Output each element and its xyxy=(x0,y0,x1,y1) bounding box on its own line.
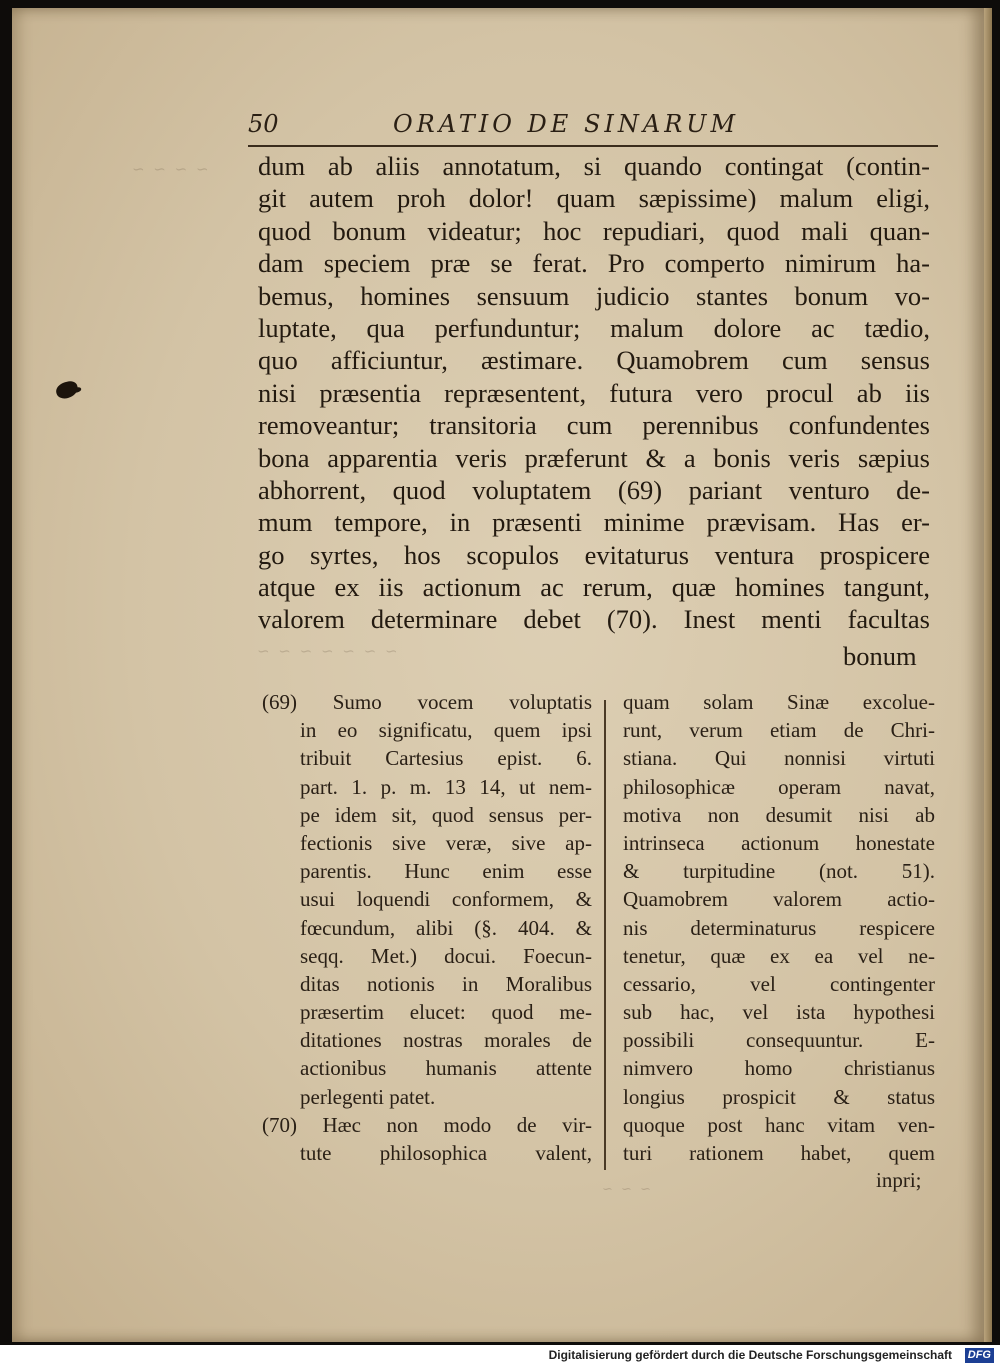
footnote-line: præsertim elucet: quod me- xyxy=(300,1000,592,1025)
footnote-line: part. 1. p. m. 13 14, ut nem- xyxy=(300,774,592,799)
footer-credit: Digitalisierung gefördert durch die Deutsche Forschungsgemeinschaft xyxy=(548,1348,952,1362)
footnote-line: & turpitudine (not. 51). xyxy=(623,859,935,884)
footnote-line: ditas notionis in Moralibus xyxy=(300,971,592,996)
footnote-line: possibili consequuntur. E- xyxy=(623,1028,935,1053)
footnote-line: Quamobrem valorem actio- xyxy=(623,887,935,912)
footnote-line: longius prospicit & status xyxy=(623,1084,935,1109)
dfg-logo-icon: DFG xyxy=(965,1348,994,1363)
text-line: mum tempore, in præsenti minime prævisam. Has er- xyxy=(258,507,930,538)
text-line: atque ex iis actionum ac rerum, quæ homines tangunt, xyxy=(258,572,930,603)
footnote-line: turi rationem habet, quem xyxy=(623,1141,935,1165)
catchword: bonum xyxy=(843,641,917,671)
footnote-line: perlegenti patet. xyxy=(300,1084,436,1109)
text-line: abhorrent, quod voluptatem (69) pariant venturo de- xyxy=(258,474,930,505)
footnotes-left-column xyxy=(262,688,592,1167)
page-edge xyxy=(984,8,992,1342)
footnote-line: actionibus humanis attente xyxy=(300,1056,592,1081)
footnote-line: parentis. Hunc enim esse xyxy=(300,859,592,884)
footnote-line: usui loquendi conformem, & xyxy=(300,887,592,912)
show-through-text: ~ ~ ~ xyxy=(600,1182,651,1197)
footnote-line: quam solam Sinæ excolue- xyxy=(623,690,935,714)
footnote-catchword: inpri; xyxy=(876,1168,922,1192)
footnote-line: fectionis sive veræ, sive ap- xyxy=(300,830,592,855)
show-through-text: ~ ~ ~ ~ ~ ~ ~ xyxy=(255,642,398,660)
footnote-line: ditationes nostras morales de xyxy=(300,1028,592,1053)
footnote-line: tenetur, quæ ex ea vel ne- xyxy=(623,943,935,968)
running-title: ORATIO DE SINARUM xyxy=(393,110,740,138)
text-line: removeantur; transitoria cum perennibus confundentes xyxy=(258,410,930,441)
text-line: valorem determinare debet (70). Inest menti facultas xyxy=(258,604,930,635)
footnote-line: quoque post hanc vitam ven- xyxy=(623,1112,935,1137)
text-line: quod bonum videatur; hoc repudiari, quod mali quan- xyxy=(258,215,930,246)
show-through-text: ~ ~ ~ ~ xyxy=(130,160,209,178)
footnote-line: sub hac, vel ista hypothesi xyxy=(623,1000,935,1025)
footnote-line: (70) Hæc non modo de vir- xyxy=(262,1112,592,1137)
footnote-line: nis determinaturus respicere xyxy=(623,915,935,940)
footnote-line: pe idem sit, quod sensus per- xyxy=(300,802,592,827)
footnote-line: runt, verum etiam de Chri- xyxy=(623,718,935,743)
main-text xyxy=(258,150,930,636)
footnote-line: tute philosophica valent, xyxy=(300,1141,592,1165)
text-line: go syrtes, hos scopulos evitaturus ventura prospicere xyxy=(258,539,930,570)
footnote-line: philosophicæ operam navat, xyxy=(623,774,935,799)
column-divider xyxy=(604,700,606,1170)
footnote-line: fœcundum, alibi (§. 404. & xyxy=(300,915,592,940)
footnote-line: cessario, vel contingenter xyxy=(623,971,935,996)
text-line: luptate, qua perfunduntur; malum dolore ac tædio, xyxy=(258,312,930,343)
footnote-line: in eo significatu, quem ipsi xyxy=(300,718,592,743)
digitization-footer xyxy=(0,1345,1000,1367)
footnote-line: seqq. Met.) docui. Foecun- xyxy=(300,943,592,968)
text-line: git autem proh dolor! quam sæpissime) malum eligi, xyxy=(258,183,930,214)
text-line: dum ab aliis annotatum, si quando contingat (contin- xyxy=(258,151,930,181)
text-line: nisi præsentia repræsentent, futura vero procul ab iis xyxy=(258,377,930,408)
footnote-line: tribuit Cartesius epist. 6. xyxy=(300,746,592,771)
footnote-line: nimvero homo christianus xyxy=(623,1056,935,1081)
text-line: bemus, homines sensuum judicio stantes bonum vo- xyxy=(258,280,930,311)
footnote-line: (69) Sumo vocem voluptatis xyxy=(262,690,592,714)
footnotes-right-column xyxy=(623,688,935,1167)
footnote-line: motiva non desumit nisi ab xyxy=(623,802,935,827)
text-line: bona apparentia veris præferunt & a bonis veris sæpius xyxy=(258,442,930,473)
footnote-line: stiana. Qui nonnisi virtuti xyxy=(623,746,935,771)
text-line: dam speciem præ se ferat. Pro comperto nimirum ha- xyxy=(258,248,930,279)
head-rule xyxy=(248,145,938,147)
footnote-line: intrinseca actionum honestate xyxy=(623,830,935,855)
text-line: quo afficiuntur, æstimare. Quamobrem cum sensus xyxy=(258,345,930,376)
running-head xyxy=(248,108,928,142)
page-number: 50 xyxy=(248,110,279,138)
